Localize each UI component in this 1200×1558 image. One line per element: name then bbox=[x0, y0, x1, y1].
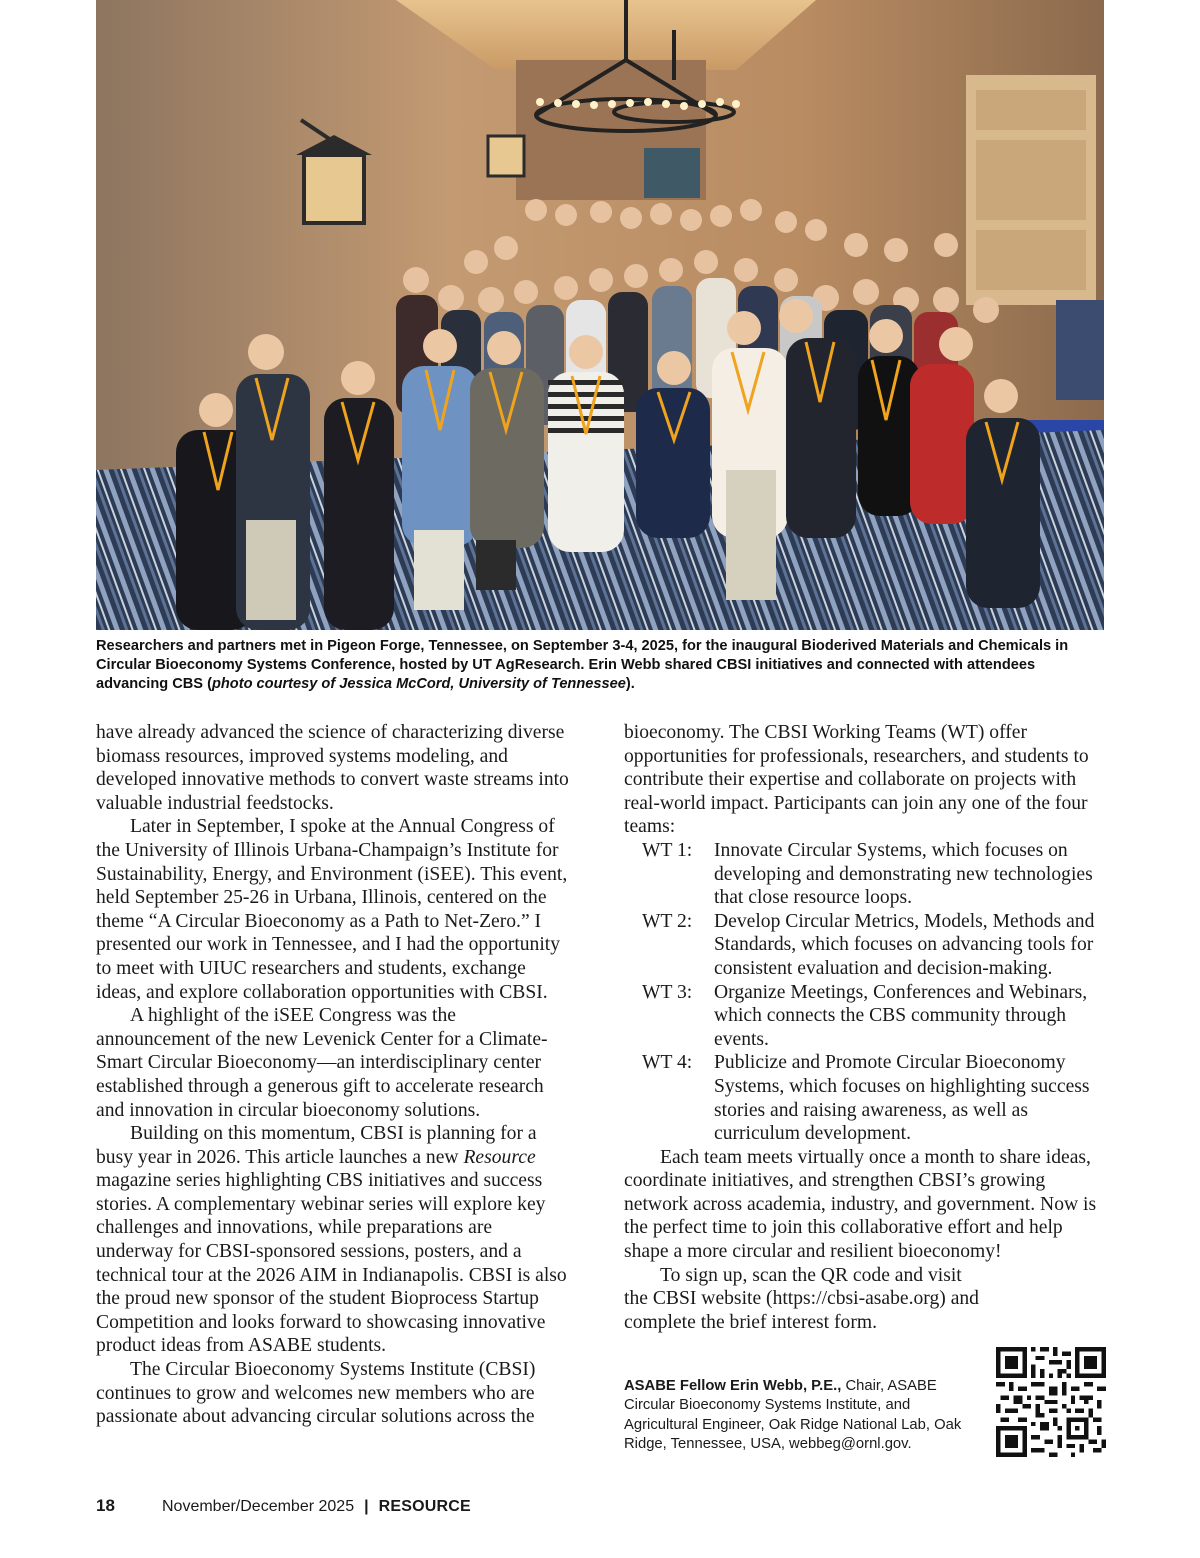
team-label: WT 4: bbox=[642, 1052, 693, 1074]
author-details: Chair, ASABE Circular Bioeconomy Systems Institute, and Agricultural Engineer, Oak Ridge National Lab, Oak Ridge, Tennessee, USA, webbeg@ornl.gov. bbox=[624, 1378, 962, 1453]
working-team-item bbox=[624, 910, 1108, 981]
photo-caption bbox=[96, 637, 1106, 694]
author-name: ASABE Fellow Erin Webb, P.E., bbox=[624, 1378, 842, 1394]
paragraph-text: magazine series highlighting CBS initiatives and success stories. A complementary webinar series will explore key challenges and innovations, while preparations are underway for CBSI-sponsored sessions, posters, and a technical tour at the 2026 AIM in Indianapolis. CBSI is also the proud new sponsor of the student Bioprocess Startup Competition and looks forward to showcasing innovative product ideas from ASABE students. bbox=[96, 1170, 567, 1357]
paragraph: A highlight of the iSEE Congress was the announcement of the new Levenick Center for a Climate-Smart Circular Bioeconomy—an interdisciplinary center established through a generous gift to accelerate research and innovation in circular bioeconomy solutions. bbox=[96, 1005, 548, 1121]
left-column bbox=[96, 721, 574, 1429]
group-photo-illustration bbox=[96, 0, 1104, 630]
team-label: WT 3: bbox=[642, 981, 693, 1003]
paragraph: Each team meets virtually once a month to share ideas, coordinate initiatives, and strengthen CBSI’s growing network across academia, industry, and government. Now is the perfect time to join this collaborative effort and help shape a more circular and resilient bioeconomy! bbox=[624, 1146, 1097, 1263]
working-team-item bbox=[624, 1051, 1108, 1145]
caption-credit: photo courtesy of Jessica McCord, University of Tennessee bbox=[211, 676, 626, 692]
working-team-item bbox=[624, 981, 1108, 1052]
footer-separator: | bbox=[364, 1498, 369, 1515]
team-description: Publicize and Promote Circular Bioeconomy Systems, which focuses on highlighting success stories and raising awareness, as well as curriculum development. bbox=[714, 1052, 1090, 1145]
lantern-mid bbox=[488, 136, 524, 176]
author-bio bbox=[624, 1377, 984, 1455]
team-description: Organize Meetings, Conferences and Webinars, which connects the CBS community through events. bbox=[714, 981, 1088, 1050]
team-description: Innovate Circular Systems, which focuses on developing and demonstrating new technologies that close resource loops. bbox=[714, 839, 1093, 909]
paragraph-text: Building on this momentum, CBSI is planning for a busy year in 2026. This article launches a new bbox=[96, 1123, 537, 1168]
magazine-title: Resource bbox=[463, 1146, 536, 1168]
right-column bbox=[624, 721, 1108, 1334]
paragraph: have already advanced the science of characterizing diverse biomass resources, improved systems modeling, and developed innovative methods to convert waste streams into valuable industrial feedstocks. bbox=[96, 722, 569, 814]
caption-text: Researchers and partners met in Pigeon Forge, Tennessee, on September 3-4, 2025, for the inaugural Bioderived Materials and Chemicals in Circular Bioeconomy Systems Conference, hosted by UT AgResearch. Erin Webb shared CBSI initiatives and connected with attendees advancing CBS ( bbox=[96, 638, 1069, 692]
issue-date: November/December 2025 bbox=[162, 1498, 355, 1515]
team-label: WT 1: bbox=[642, 839, 693, 861]
paragraph: bioeconomy. The CBSI Working Teams (WT) offer opportunities for professionals, researchers, and students to contribute their expertise and collaborate on projects with real-world impact. Participants can join any one of the four teams: bbox=[624, 722, 1089, 838]
caption-end: ). bbox=[625, 676, 635, 692]
working-team-item bbox=[624, 839, 1108, 910]
team-label: WT 2: bbox=[642, 910, 693, 932]
publication-name: RESOURCE bbox=[378, 1498, 471, 1515]
group-photo bbox=[96, 0, 1104, 630]
paragraph: Later in September, I spoke at the Annual Congress of the University of Illinois Urbana-Champaign’s Institute for Sustainability, Energy, and Environment (iSEE). This event, held September 25-26 in Urbana, Illinois, centered on the theme “A Circular Bioeconomy as a Path to Net-Zero.” I presented our work in Tennessee, and I had the opportunity to meet with UIUC researchers and students, exchange ideas, and explore collaboration opportunities with CBSI. bbox=[96, 816, 568, 1003]
qr-code[interactable] bbox=[996, 1347, 1106, 1457]
page-footer bbox=[96, 1496, 696, 1516]
page-number: 18 bbox=[96, 1496, 115, 1515]
paragraph: The Circular Bioeconomy Systems Institute (CBSI) continues to grow and welcomes new members who are passionate about advancing circular solutions across the bbox=[96, 1359, 536, 1428]
paragraph bbox=[96, 1122, 574, 1358]
signup-paragraph: To sign up, scan the QR code and visit the CBSI website (https://cbsi-asabe.org) and complete the brief interest form. bbox=[624, 1264, 979, 1333]
team-description: Develop Circular Metrics, Models, Methods and Standards, which focuses on advancing tools for consistent evaluation and decision-making. bbox=[714, 910, 1095, 979]
